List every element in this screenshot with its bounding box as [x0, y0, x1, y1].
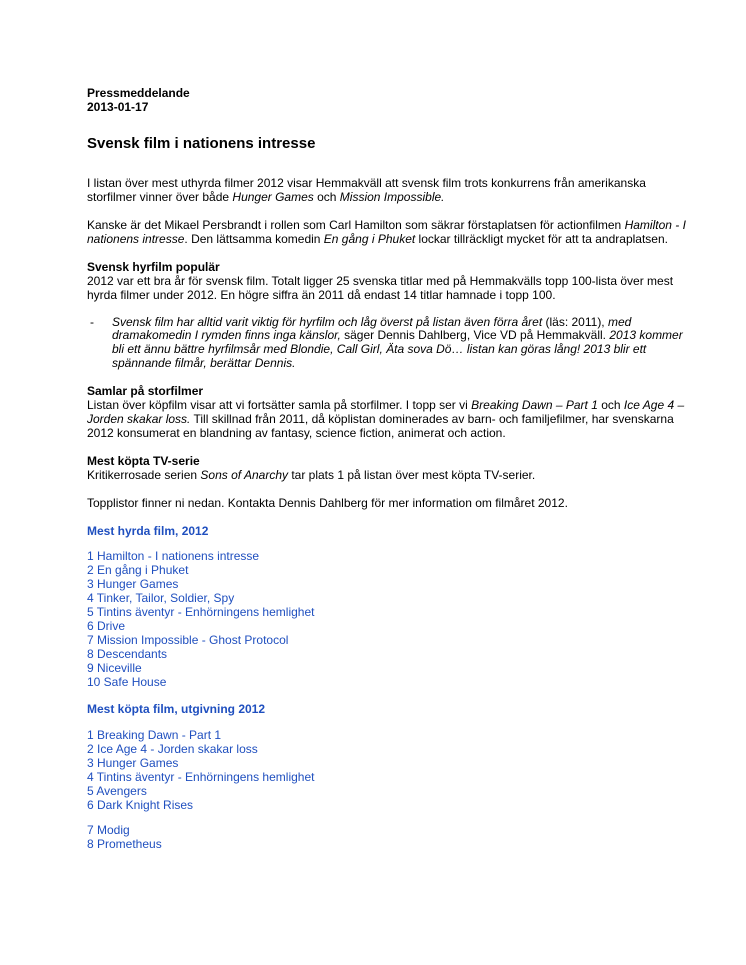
list-item: 3 Hunger Games	[87, 756, 179, 771]
press-release-page	[87, 87, 687, 851]
section-heading-rental: Svensk hyrfilm populär	[87, 259, 220, 274]
section-body-rental: 2012 var ett bra år för svensk film. Totalt ligger 25 svenska titlar med på Hemmakvälls topp 100-lista över mest hyrda filmer under 2012. En högre siffra än 2011 då endast 14 titlar hamnade i topp 100.	[87, 273, 674, 302]
list-item: 5 Tintins äventyr - Enhörningens hemlighet	[87, 605, 315, 620]
rental-list	[87, 549, 687, 689]
section-body-purchase: Listan över köpfilm visar att vi fortsätter samla på storfilmer. I topp ser vi Breaking Dawn – Part 1 och Ice Age 4 – Jorden skakar loss. Till skillnad från 2011, då köplistan dominerades av barn- och familjefilmer, har svenskarna 2012 konsumerat en blandning av fantasy, science fiction, animerat och action.	[87, 398, 685, 440]
list-heading-purchase: Mest köpta film, utgivning 2012	[87, 702, 266, 717]
section-body-tv: Kritikerrosade serien Sons of Anarchy tar plats 1 på listan över mest köpta TV-serier.	[87, 467, 536, 482]
list-heading-rental: Mest hyrda film, 2012	[87, 523, 209, 538]
list-item: 2 En gång i Phuket	[87, 563, 189, 578]
list-item: 4 Tinker, Tailor, Soldier, Spy	[87, 591, 235, 606]
intro-paragraph-1: I listan över mest uthyrda filmer 2012 visar Hemmakväll att svensk film trots konkurrens från amerikanska storfilmer vinner över både Hunger Games och Mission Impossible.	[87, 176, 646, 205]
intro-paragraph-2: Kanske är det Mikael Persbrandt i rollen som Carl Hamilton som säkrar förstaplatsen för actionfilmen Hamilton - I nationens intresse. Den lättsamma komedin En gång i Phuket lockar tillräckligt mycket för att ta andraplatsen.	[87, 218, 686, 246]
page-title: Svensk film i nationens intresse	[87, 135, 316, 153]
list-item: 2 Ice Age 4 - Jorden skakar loss	[87, 742, 258, 757]
quote-block: - Svensk film har alltid varit viktig för hyrfilm och låg överst på listan även förra året (läs: 2011), med dramakomedin I rymden finns inga känslor, säger Dennis Dahlberg, Vice VD på Hemmakväll. 2013 kommer bli ett ännu bättre hyrfilmsår med Blondie, Call Girl, Äta sova Dö… listan kan göras lång! 2013 blir ett spännande filmår, berättar Dennis.	[90, 314, 683, 371]
section-heading-tv: Mest köpta TV-serie	[87, 453, 200, 468]
closing-paragraph: Topplistor finner ni nedan. Kontakta Dennis Dahlberg för mer information om filmåret 2012.	[87, 495, 568, 510]
list-item: 1 Breaking Dawn - Part 1	[87, 728, 222, 743]
list-item: 8 Descendants	[87, 647, 168, 662]
list-item: 9 Niceville	[87, 661, 142, 676]
list-item: 7 Modig	[87, 823, 130, 838]
list-item: 6 Drive	[87, 619, 126, 634]
document-label: Pressmeddelande	[87, 86, 190, 100]
section-heading-purchase: Samlar på storfilmer	[87, 384, 204, 399]
list-item: 8 Prometheus	[87, 837, 162, 852]
list-item: 3 Hunger Games	[87, 577, 179, 592]
quote-dash: -	[90, 314, 94, 329]
list-item: 1 Hamilton - I nationens intresse	[87, 549, 260, 564]
purchase-list	[87, 728, 687, 851]
list-item: 6 Dark Knight Rises	[87, 798, 194, 813]
list-item: 7 Mission Impossible - Ghost Protocol	[87, 633, 289, 648]
list-item: 4 Tintins äventyr - Enhörningens hemlighet	[87, 770, 315, 785]
document-date: 2013-01-17	[87, 99, 149, 114]
list-item: 5 Avengers	[87, 784, 147, 799]
list-item: 10 Safe House	[87, 675, 167, 690]
